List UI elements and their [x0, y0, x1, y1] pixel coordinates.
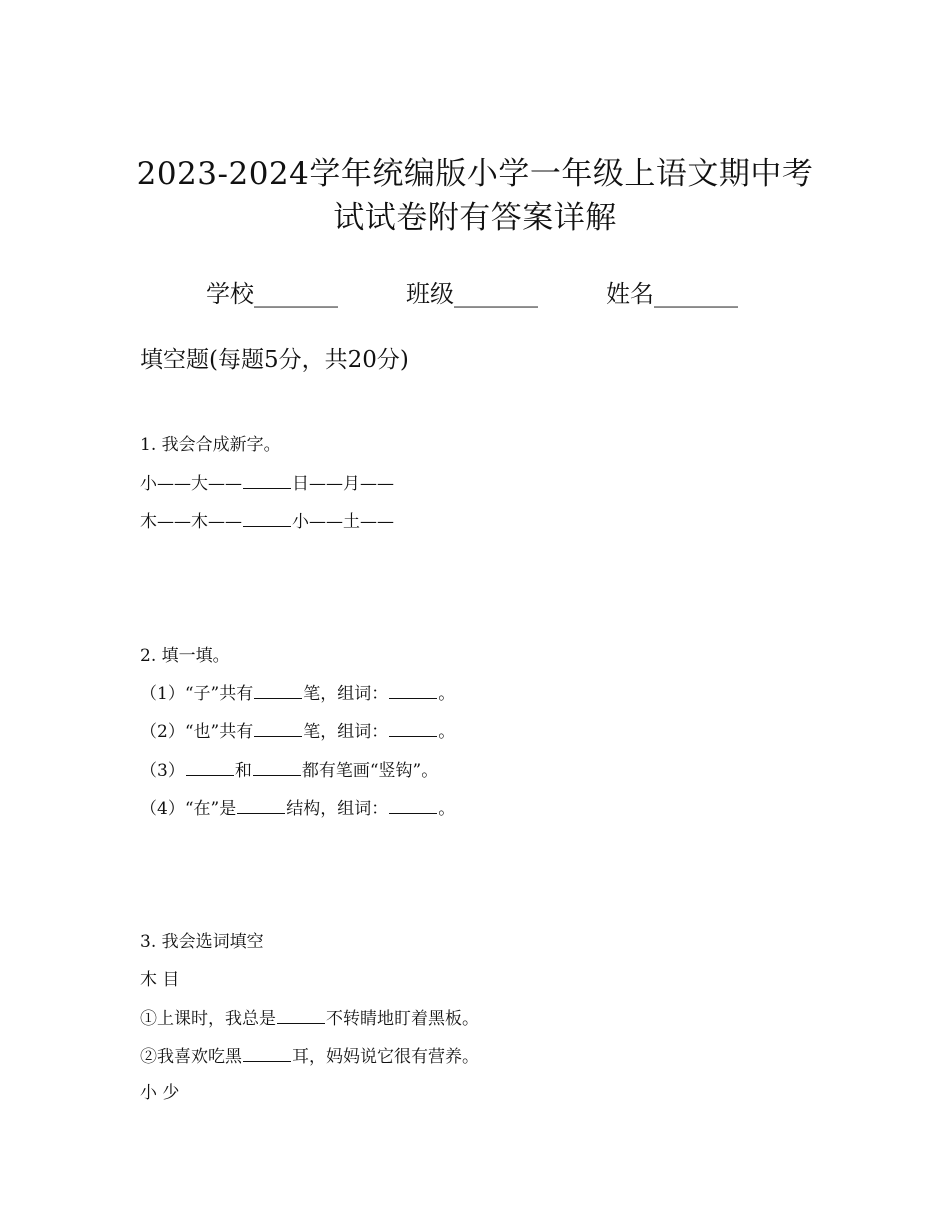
q1-row1-part-a: 小——大—— [140, 474, 242, 494]
answer-blank[interactable] [243, 1043, 291, 1062]
q2-item2-text-c: 。 [438, 722, 456, 742]
title-line-1: 2023-2024学年统编版小学一年级上语文期中考 [136, 156, 814, 192]
q2-item4-text-b: 结构，组词： [286, 799, 389, 819]
answer-blank[interactable] [389, 680, 437, 699]
answer-blank[interactable] [254, 718, 302, 737]
q2-item1-text-b: 笔，组词： [303, 684, 389, 704]
answer-blank[interactable] [389, 718, 437, 737]
answer-blank[interactable] [186, 757, 234, 776]
class-field: 班级_______ [406, 280, 538, 308]
q1-stem: 1. 我会合成新字。 [140, 435, 281, 455]
q2-item3-text-b: 和 [234, 761, 252, 781]
title-line-2: 试试卷附有答案详解 [333, 200, 617, 236]
q2-item3-text-a: （3） [140, 761, 185, 781]
answer-blank[interactable] [389, 795, 437, 814]
q2-stem: 2. 填一填。 [140, 646, 230, 666]
q2-item4-text-c: 。 [438, 799, 456, 819]
q3-stem: 3. 我会选词填空 [140, 932, 264, 952]
q2-item2-text-b: 笔，组词： [303, 722, 389, 742]
answer-blank[interactable] [243, 470, 291, 489]
q2-item2-text-a: （2）“也”共有 [140, 722, 254, 742]
answer-blank[interactable] [243, 508, 291, 527]
q1-row1-part-b: 日——月—— [292, 474, 394, 494]
section-heading: 填空题(每题5分，共20分) [140, 347, 409, 373]
answer-blank[interactable] [277, 1005, 325, 1024]
q2-item-1 [140, 680, 455, 707]
q1-row-2 [140, 508, 394, 535]
q3-word-choices-1: 木 目 [140, 970, 180, 990]
q3-sentence2-text-a: ②我喜欢吃黑 [140, 1047, 242, 1067]
q3-sentence1-text-b: 不转睛地盯着黑板。 [326, 1009, 479, 1029]
q3-word-choices-2: 小 少 [140, 1083, 180, 1103]
q2-item-3 [140, 757, 438, 784]
q1-row2-part-a: 木——木—— [140, 512, 242, 532]
q2-item4-text-a: （4）“在”是 [140, 799, 237, 819]
answer-blank[interactable] [253, 757, 301, 776]
q2-item1-text-a: （1）“子”共有 [140, 684, 254, 704]
q1-row2-part-b: 小——土—— [292, 512, 394, 532]
q1-row-1 [140, 470, 394, 497]
q3-sentence-2 [140, 1043, 479, 1070]
q2-item1-text-c: 。 [438, 684, 456, 704]
answer-blank[interactable] [254, 680, 302, 699]
q2-item-2 [140, 718, 455, 745]
school-field: 学校_______ [206, 280, 338, 308]
q2-item-4 [140, 795, 455, 822]
q3-sentence1-text-a: ①上课时，我总是 [140, 1009, 276, 1029]
answer-blank[interactable] [237, 795, 285, 814]
document-title [0, 152, 950, 240]
q2-item3-text-c: 都有笔画“竖钩”。 [301, 761, 439, 781]
name-field: 姓名_______ [606, 280, 738, 308]
q3-sentence-1 [140, 1005, 479, 1032]
q3-sentence2-text-b: 耳，妈妈说它很有营养。 [292, 1047, 479, 1067]
